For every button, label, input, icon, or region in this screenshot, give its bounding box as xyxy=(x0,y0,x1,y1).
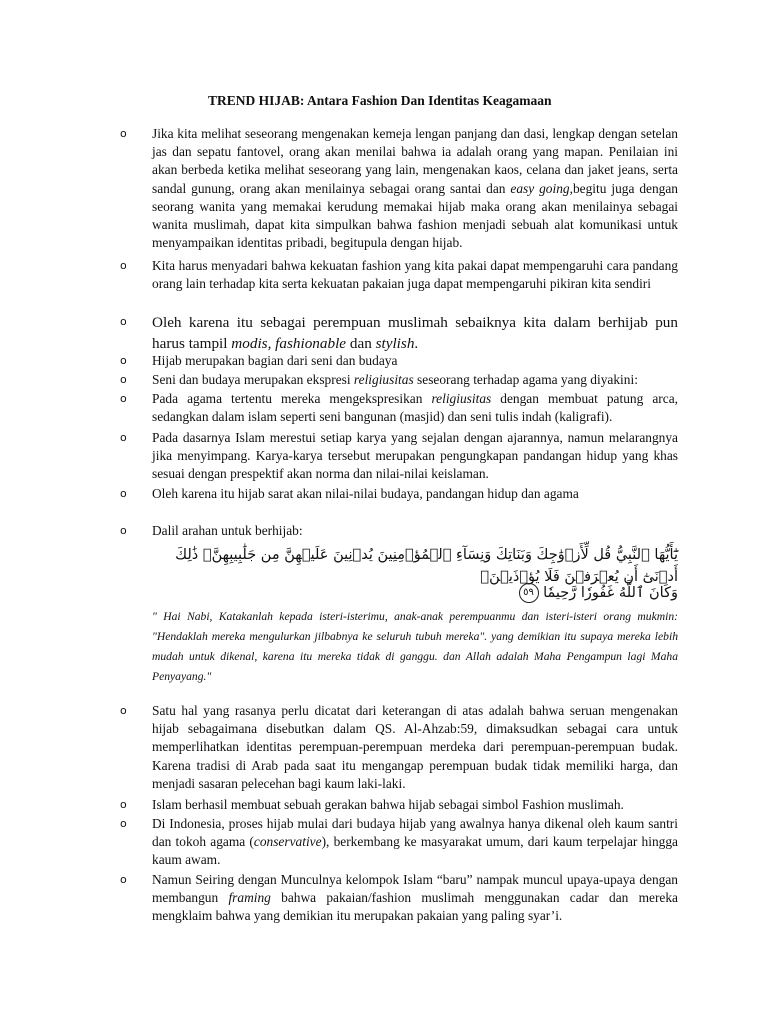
bullet-marker: o xyxy=(120,392,127,405)
bullet-marker: o xyxy=(120,524,127,537)
text-run: bahwa pakaian/fashion muslimah menggunakan cadar dan mereka mengklaim bahwa yang demikian itu merupakan pakaian yang paling syar’i. xyxy=(152,890,678,924)
list-item xyxy=(120,125,678,252)
bullet-marker: o xyxy=(120,259,127,272)
list-item xyxy=(120,390,678,426)
text-run: ), berkembang ke masyarakat umum, dari kaum terpelajar hingga kaum awam. xyxy=(152,834,679,868)
quran-verse-line-2 xyxy=(150,582,678,604)
bullet-marker: o xyxy=(120,817,127,830)
verse-number-badge: ٥٩ xyxy=(519,583,539,603)
list-item xyxy=(120,871,678,926)
text-run: Pada agama tertentu mereka mengekspresikan xyxy=(152,391,432,406)
bullet-marker: o xyxy=(120,704,127,717)
list-item-text xyxy=(152,352,678,370)
quran-verse-text: وَكَانَ ٱللَّهُ غَفُورٗا رَّحِيمٗا xyxy=(543,585,678,601)
italic-run: religiusitas xyxy=(353,372,414,387)
italic-run: religiusitas xyxy=(431,391,492,406)
text-run: . xyxy=(414,334,419,352)
bullet-marker: o xyxy=(120,373,127,386)
text-run: Islam berhasil membuat sebuah gerakan bahwa hijab sebagai simbol Fashion muslimah. xyxy=(152,797,624,812)
text-run: dan xyxy=(346,334,376,352)
bullet-marker: o xyxy=(120,127,127,140)
text-run: seseorang terhadap agama yang diyakini: xyxy=(413,372,638,387)
list-item-text xyxy=(152,796,678,814)
text-run: Jika kita melihat seseorang mengenakan kemeja lengan panjang dan dasi, lengkap dengan setelan jas dan sepatu fantovel, orang akan menilai bahwa ia adalah orang yang mapan. Penilaian ini akan berbeda ketika melihat seseorang yang lain, mengenakan kaos, celana dan jaket jeans, serta sandal gunung, orang akan menilainya sebagai orang santai dan xyxy=(152,126,678,196)
list-item xyxy=(120,352,678,370)
text-run: ,begitu juga dengan seorang wanita yang memakai kerudung memakai hijab maka orang akan menilainya sebagai wanita muslimah, dapat kita simpulkan bahwa fashion menjadi sebuah alat komunikasi untuk menyampaikan identitas pribadi, begitupula dengan hijab. xyxy=(152,180,678,251)
document-title: TREND HIJAB: Antara Fashion Dan Identitas Keagamaan xyxy=(208,93,552,108)
text-run: Oleh karena itu sebagai perempuan muslimah sebaiknya kita dalam berhijab pun harus tampil xyxy=(152,314,678,352)
list-item-text xyxy=(152,871,678,926)
bullet-marker: o xyxy=(120,354,127,367)
italic-run: easy going xyxy=(510,180,570,196)
text-run: Oleh karena itu hijab sarat akan nilai-nilai budaya, pandangan hidup dan agama xyxy=(152,486,579,501)
list-item-text xyxy=(152,815,678,870)
text-run: Hijab merupakan bagian dari seni dan budaya xyxy=(152,353,398,368)
list-item xyxy=(120,485,678,503)
list-item-text xyxy=(152,702,678,793)
list-item xyxy=(120,702,678,793)
list-item xyxy=(120,429,678,484)
bullet-marker: o xyxy=(120,431,127,444)
quran-verse-line-1: يَٰٓأَيُّهَا ٱلنَّبِيُّ قُل لِّأَزۡوَٰجِكَ وَبَنَاتِكَ وَنِسَآءِ ٱلۡمُؤۡمِنِينَ يُدۡنِينَ عَلَيۡهِنَّ مِن جَلَٰبِيبِهِنَّۚ ذَٰلِكَ أَدۡنَىٰٓ أَن يُعۡرَفۡنَ فَلَا يُؤۡذَيۡنَۗ xyxy=(175,547,678,585)
list-item xyxy=(120,815,679,870)
list-item xyxy=(120,796,678,814)
bullet-marker: o xyxy=(120,798,127,811)
text-run: dengan membuat patung arca, sedangkan dalam islam seperti seni bangunan (masjid) dan seni tulis indah (kaligrafi). xyxy=(152,391,678,425)
list-item xyxy=(120,257,678,293)
list-item-text xyxy=(152,429,678,484)
list-item-text xyxy=(152,390,678,426)
text-run: Seni dan budaya merupakan ekspresi xyxy=(152,372,354,387)
list-item xyxy=(120,371,678,389)
list-item-text xyxy=(152,485,678,503)
list-item-text xyxy=(152,371,678,389)
list-item-text xyxy=(152,522,678,540)
list-item-text xyxy=(152,313,678,354)
italic-run: modis, fashionable xyxy=(231,334,347,352)
bullet-marker: o xyxy=(120,487,127,500)
list-item-text xyxy=(152,125,678,252)
text-run: Pada dasarnya Islam merestui setiap karya yang sejalan dengan ajarannya, namun melarangnya jika menyimpang. Karya-karya tersebut merupakan pengungkapan pandangan hidup yang khas sesuai dengan prespektif akan norma dan nilai-nilai keislaman. xyxy=(152,430,678,482)
text-run: Kita harus menyadari bahwa kekuatan fashion yang kita pakai dapat mempengaruhi cara pandang orang lain terhadap kita serta kekuatan pakaian juga dapat mempengaruhi pikiran kita sendiri xyxy=(152,258,678,292)
list-item xyxy=(120,522,678,540)
text-run: Satu hal yang rasanya perlu dicatat dari keterangan di atas adalah bahwa seruan mengenakan hijab sebagaimana disebutkan dalam QS. Al-Ahzab:59, dimaksudkan sebagai cara untuk memperlihatkan identitas perempuan-perempuan merdeka dari perempuan-perempuan budak. Karena tradisi di Arab pada saat itu mengangap perempuan budak tidak memiliki harga, dan menjadi sasaran pelecehan bagi kaum laki-laki. xyxy=(152,703,678,791)
text-run: Namun Seiring dengan Munculnya kelompok Islam “baru” nampak muncul upaya-upaya dengan membangun xyxy=(152,872,678,906)
text-run: Di Indonesia, proses hijab mulai dari budaya hijab yang awalnya hanya dikenal oleh kaum santri dan tokoh agama ( xyxy=(152,816,678,850)
verse-translation: " Hai Nabi, Katakanlah kepada isteri-isterimu, anak-anak perempuanmu dan isteri-isteri orang mukmin: "Hendaklah mereka mengulurkan jilbabnya ke seluruh tubuh mereka". yang demikian itu supaya mereka lebih mudah untuk dikenal, karena itu mereka tidak di ganggu. dan Allah adalah Maha Pengampun lagi Maha Penyayang." xyxy=(152,610,678,683)
bullet-marker: o xyxy=(120,315,127,328)
list-item-text xyxy=(152,257,678,293)
italic-run: conservative xyxy=(253,834,322,850)
italic-run: stylish xyxy=(375,334,415,352)
text-run: Dalil arahan untuk berhijab: xyxy=(152,523,303,538)
bullet-marker: o xyxy=(120,873,127,886)
italic-run: framing xyxy=(228,890,271,906)
list-item xyxy=(120,313,678,354)
